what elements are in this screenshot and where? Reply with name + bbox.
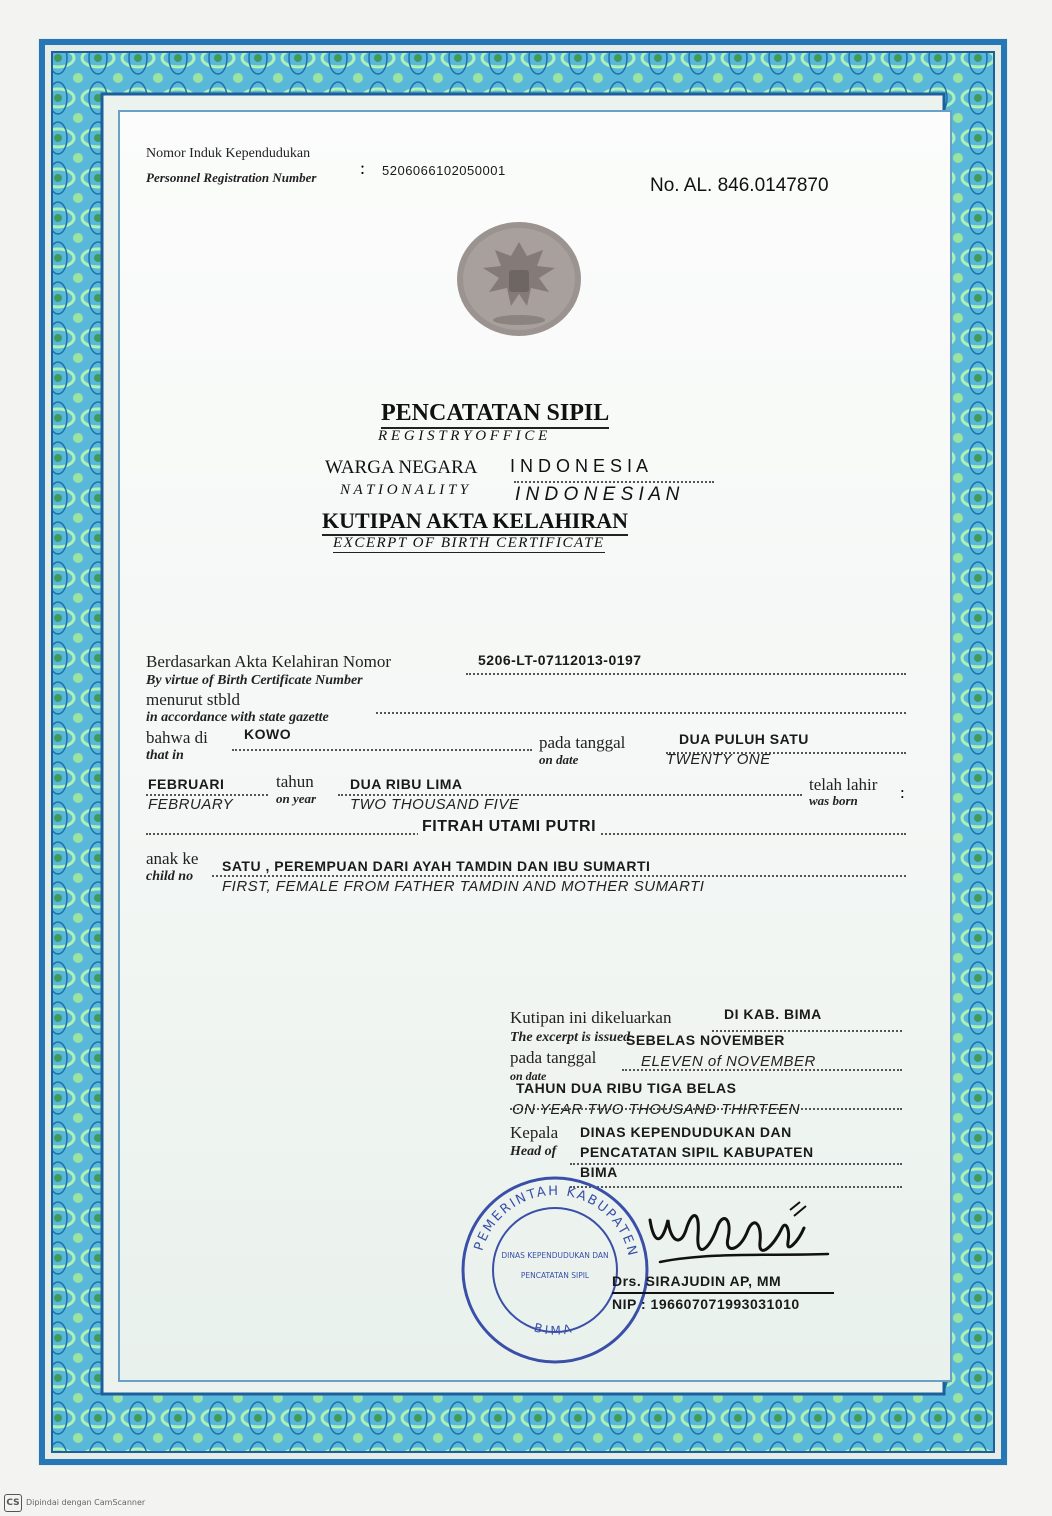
month-value: FEBRUARI <box>148 776 225 792</box>
nik-label: Nomor Induk Kependudukan <box>146 146 311 161</box>
citizen-dotted-line <box>514 481 714 483</box>
nik-label-en: Personnel Registration Number <box>146 170 317 185</box>
official-name: Drs. SIRAJUDIN AP, MM <box>612 1273 782 1289</box>
date-value-en: TWENTY ONE <box>666 751 771 768</box>
head-label: Kepala <box>510 1123 559 1142</box>
head-value-3: BIMA <box>580 1164 618 1180</box>
head-value-2: PENCATATAN SIPIL KABUPATEN <box>580 1144 814 1160</box>
stamp-ring-top: PEMERINTAH KABUPATEN <box>471 1183 640 1259</box>
nationality-value: I N D O N E S I A N <box>515 484 680 505</box>
stamp-inner-line-1: DINAS KEPENDUDUKAN DAN <box>501 1251 609 1260</box>
born-label-en: was born <box>809 793 858 808</box>
nationality-label: N A T I O N A L I T Y <box>340 482 469 498</box>
issued-date-value: SEBELAS NOVEMBER <box>626 1032 785 1048</box>
place-value: KOWO <box>244 726 292 742</box>
child-no-dotted-line <box>212 875 906 877</box>
head-value-1: DINAS KEPENDUDUKAN DAN <box>580 1124 792 1140</box>
head-label-en: Head of <box>510 1144 557 1159</box>
born-label: telah lahir <box>809 775 878 794</box>
month-value-en: FEBRUARY <box>148 796 234 813</box>
doc-title: KUTIPAN AKTA KELAHIRAN <box>322 508 628 536</box>
issuance-year-value-en: ON YEAR TWO THOUSAND THIRTEEN <box>512 1101 801 1118</box>
issuance-date-label-en: on date <box>510 1069 547 1083</box>
nik-value: 5206066102050001 <box>382 163 506 178</box>
stbld-dotted-line <box>376 712 906 714</box>
issued-label: Kutipan ini dikeluarkan <box>510 1008 672 1027</box>
born-colon: : <box>900 783 905 802</box>
stbld-label-en: in accordance with state gazette <box>146 710 329 725</box>
official-nip: NIP : 196607071993031010 <box>612 1296 800 1312</box>
place-label: bahwa di <box>146 728 208 747</box>
year-label-en: on year <box>276 791 317 806</box>
citizen-label: WARGA NEGARA <box>325 457 478 478</box>
place-dotted-line <box>232 749 532 751</box>
date-label-en: on date <box>539 752 579 767</box>
al-number: No. AL. 846.0147870 <box>650 175 829 196</box>
year-value: DUA RIBU LIMA <box>350 776 463 792</box>
office-title-en: R E G I S T R Y O F F I C E <box>378 428 548 444</box>
stamp-inner-line-2: PENCATATAN SIPIL <box>520 1271 590 1280</box>
signature <box>640 1190 840 1275</box>
nik-colon: : <box>360 158 366 178</box>
child-no-value-en: FIRST, FEMALE FROM FATHER TAMDIN AND MOTHER SUMARTI <box>222 878 705 895</box>
place-label-en: that in <box>146 748 184 763</box>
cert-no-value: 5206-LT-07112013-0197 <box>478 652 642 668</box>
issuance-date-value-en: ELEVEN of NOVEMBER <box>641 1053 816 1070</box>
cert-no-dotted-line <box>466 673 906 675</box>
year-value-en: TWO THOUSAND FIVE <box>350 796 520 813</box>
stbld-label: menurut stbld <box>146 690 240 709</box>
office-title: PENCATATAN SIPIL <box>381 400 609 429</box>
doc-title-en: EXCERPT OF BIRTH CERTIFICATE <box>333 535 605 551</box>
citizen-value: I N D O N E S I A <box>510 456 649 476</box>
issued-value: DI KAB. BIMA <box>724 1006 822 1022</box>
date-label: pada tanggal <box>539 733 626 752</box>
head-dotted-line-1 <box>570 1163 902 1165</box>
stamp-ring-bottom: BIMA <box>532 1320 576 1338</box>
official-stamp <box>455 1170 655 1370</box>
child-no-label: anak ke <box>146 849 199 868</box>
issuance-year-value: TAHUN DUA RIBU TIGA BELAS <box>516 1080 737 1096</box>
child-no-label-en: child no <box>146 869 194 884</box>
issuance-date-label: pada tanggal <box>510 1048 597 1067</box>
child-name: FITRAH UTAMI PUTRI <box>418 818 600 836</box>
scanner-note: Dipindai dengan CamScanner <box>26 1498 146 1507</box>
issued-label-en: The excerpt is issued <box>510 1030 631 1045</box>
camscanner-logo: CS <box>4 1494 22 1512</box>
cert-no-label-en: By virtue of Birth Certificate Number <box>146 673 363 688</box>
child-no-value: SATU , PEREMPUAN DARI AYAH TAMDIN DAN IBU SUMARTI <box>222 858 651 874</box>
cert-no-label: Berdasarkan Akta Kelahiran Nomor <box>146 652 391 671</box>
year-label: tahun <box>276 772 314 791</box>
official-name-underline <box>612 1292 834 1294</box>
date-value: DUA PULUH SATU <box>679 731 809 747</box>
garuda-emblem <box>455 220 583 338</box>
